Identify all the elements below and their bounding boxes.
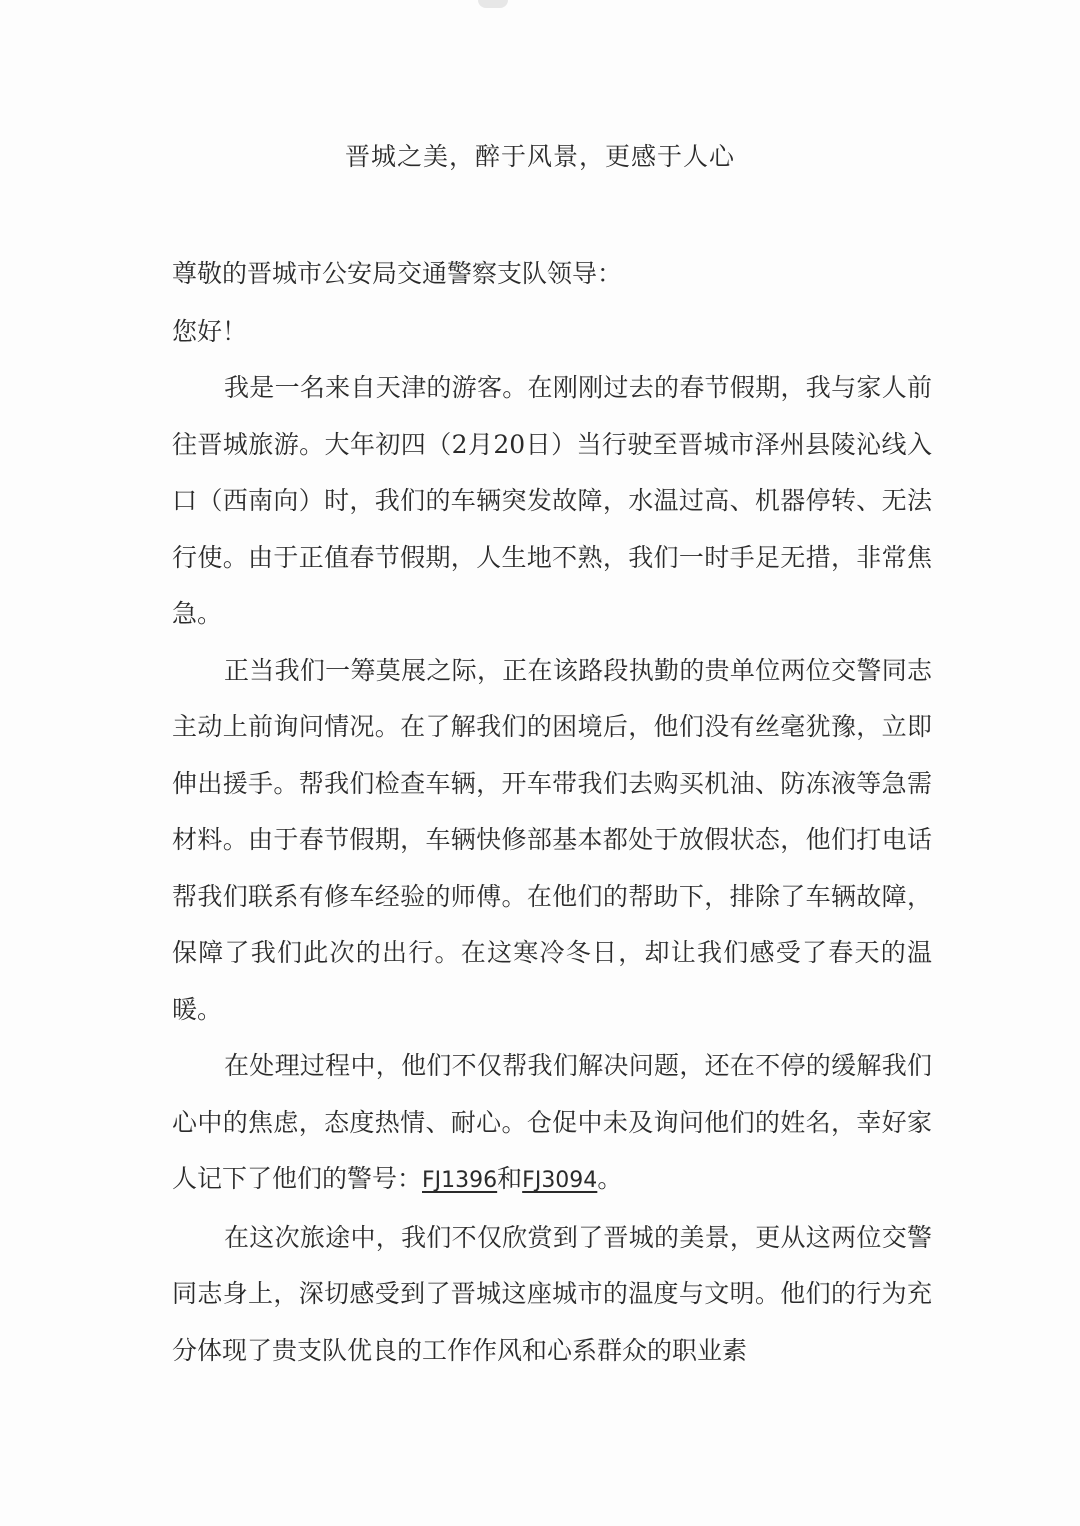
letter-body	[172, 360, 932, 1379]
badge-number-1: FJ1396	[422, 1168, 498, 1193]
salutation: 尊敬的晋城市公安局交通警察支队领导：	[172, 259, 623, 288]
greeting: 您好！	[172, 317, 248, 346]
paragraph-4: 在这次旅途中，我们不仅欣赏到了晋城的美景，更从这两位交警同志身上，深切感受到了晋城这座城市的温度与文明。他们的行为充分体现了贵支队优良的工作作风和心系群众的职业素	[172, 1222, 932, 1365]
paragraph-1: 我是一名来自天津的游客。在刚刚过去的春节假期，我与家人前往晋城旅游。大年初四（2月20日）当行驶至晋城市泽州县陵沁线入口（西南向）时，我们的车辆突发故障，水温过高、机器停转、无法行使。由于正值春节假期，人生地不熟，我们一时手足无措，非常焦急。	[172, 373, 932, 628]
paragraph-3-text: 在处理过程中，他们不仅帮我们解决问题，还在不停的缓解我们心中的焦虑，态度热情、耐心。仓促中未及询问他们的姓名，幸好家人记下了他们的警号：	[172, 1051, 932, 1193]
scan-artifact	[478, 0, 508, 8]
badge-number-2: FJ3094	[522, 1168, 598, 1193]
paragraph-3	[172, 1038, 932, 1210]
badge-conjunction: 和	[497, 1164, 523, 1193]
letter-title: 晋城之美，醉于风景，更感于人心	[344, 142, 735, 171]
paragraph-3-end: 。	[597, 1164, 623, 1193]
paragraph-2: 正当我们一筹莫展之际，正在该路段执勤的贵单位两位交警同志主动上前询问情况。在了解我们的困境后，他们没有丝毫犹豫，立即伸出援手。帮我们检查车辆，开车带我们去购买机油、防冻液等急需材料。由于春节假期，车辆快修部基本都处于放假状态，他们打电话帮我们联系有修车经验的师傅。在他们的帮助下，排除了车辆故障，保障了我们此次的出行。在这寒冷冬日，却让我们感受了春天的温暖。	[172, 655, 932, 1024]
